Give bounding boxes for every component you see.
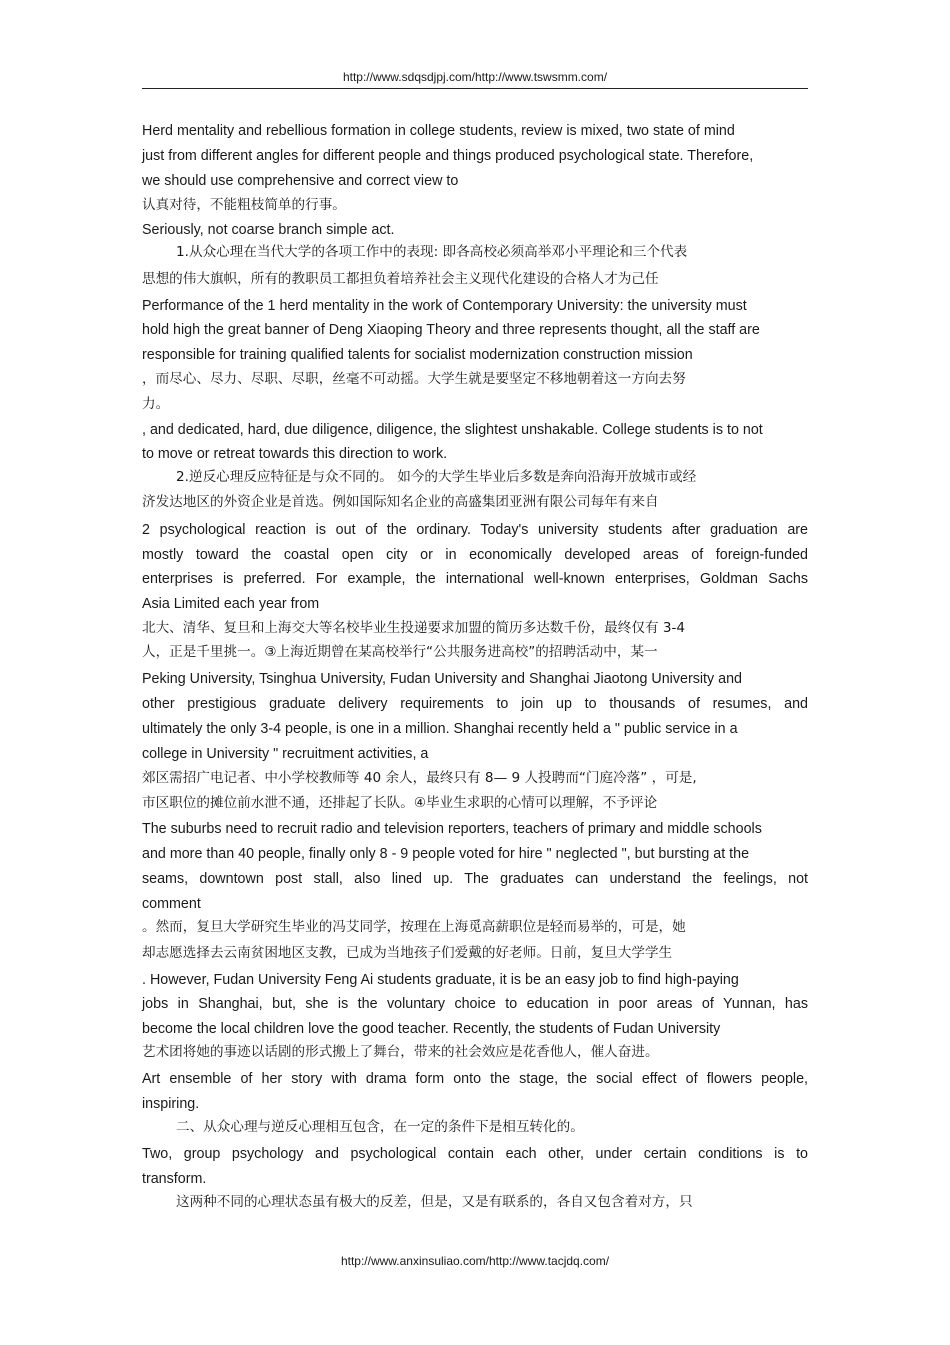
text-line: inspiring. <box>142 1096 200 1112</box>
text-line: 郊区需招广电记者、中小学校教师等 40 余人，最终只有 8— 9 人投聘而“门庭冷落” ，可是, <box>142 770 697 786</box>
text-line: transform. <box>142 1171 207 1187</box>
footer-url: http://www.anxinsuliao.com/http://www.tacjdq.com/ <box>340 1254 610 1268</box>
text-line: 。然而，复旦大学研究生毕业的冯艾同学，按理在上海觅高薪职位是轻而易举的，可是，她 <box>142 919 686 935</box>
text-line: 人，正是千里挑一。③上海近期曾在某高校举行“公共服务进高校”的招聘活动中，某一 <box>142 644 658 660</box>
text-line: Art ensemble of her story with drama form onto the stage, the social effect of flowers people, <box>142 1071 808 1087</box>
text-line: 1.从众心理在当代大学的各项工作中的表现: 即各高校必须高举邓小平理论和三个代表 <box>176 244 688 260</box>
text-line: 力。 <box>142 396 170 412</box>
text-line: 却志愿选择去云南贫困地区支教，已成为当地孩子们爱戴的好老师。日前，复旦大学学生 <box>142 945 673 961</box>
text-line: 北大、清华、复旦和上海交大等名校毕业生投递要求加盟的简历多达数千份，最终仅有 3-4 <box>142 620 686 636</box>
text-line: Peking University, Tsinghua University, Fudan University and Shanghai Jiaotong University and <box>142 671 742 687</box>
text-line: and more than 40 people, finally only 8 - 9 people voted for hire " neglected ", but bursting at the <box>142 846 750 862</box>
text-line: just from different angles for different people and things produced psychological state. Therefore, <box>142 148 754 164</box>
text-line: . However, Fudan University Feng Ai students graduate, it is be an easy job to find high-paying <box>142 972 739 988</box>
text-line: Performance of the 1 herd mentality in the work of Contemporary University: the university must <box>142 298 747 314</box>
text-line: other prestigious graduate delivery requirements to join up to thousands of resumes, and <box>142 696 808 712</box>
text-line: , and dedicated, hard, due diligence, diligence, the slightest unshakable. College students is to not <box>142 422 763 438</box>
text-line: college in University " recruitment activities, a <box>142 746 429 762</box>
text-line: The suburbs need to recruit radio and television reporters, teachers of primary and middle schools <box>142 821 762 837</box>
text-line: we should use comprehensive and correct view to <box>142 173 459 189</box>
text-line: 市区职位的摊位前水泄不通，还排起了长队。④毕业生求职的心情可以理解，不予评论 <box>142 795 658 811</box>
text-line: 2.逆反心理反应特征是与众不同的。 如今的大学生毕业后多数是奔向沿海开放城市或经 <box>176 469 697 485</box>
text-line: comment <box>142 896 201 912</box>
text-line: 艺术团将她的事迹以话剧的形式搬上了舞台，带来的社会效应是花香他人，催人奋进。 <box>142 1044 659 1060</box>
text-line: ，而尽心、尽力、尽职、尽职，丝毫不可动摇。大学生就是要坚定不移地朝着这一方向去努 <box>142 371 686 387</box>
text-line: hold high the great banner of Deng Xiaoping Theory and three represents thought, all the staff are <box>142 322 760 338</box>
text-line: 二、从众心理与逆反心理相互包含，在一定的条件下是相互转化的。 <box>176 1119 584 1135</box>
text-line: Asia Limited each year from <box>142 596 320 612</box>
text-line: ultimately the only 3-4 people, is one in a million. Shanghai recently held a " public service in a <box>142 721 738 737</box>
header-rule <box>142 88 808 89</box>
text-line: responsible for training qualified talents for socialist modernization construction mission <box>142 347 693 363</box>
text-line: 思想的伟大旗帜，所有的教职员工都担负着培养社会主义现代化建设的合格人才为己任 <box>142 271 659 287</box>
text-line: to move or retreat towards this direction to work. <box>142 446 448 462</box>
text-line: Two, group psychology and psychological contain each other, under certain conditions is to <box>142 1146 808 1162</box>
text-line: seams, downtown post stall, also lined up. The graduates can understand the feelings, not <box>142 871 808 887</box>
text-line: become the local children love the good teacher. Recently, the students of Fudan University <box>142 1021 721 1037</box>
text-line: 济发达地区的外资企业是首选。例如国际知名企业的高盛集团亚洲有限公司每年有来自 <box>142 494 659 510</box>
text-line: Herd mentality and rebellious formation in college students, review is mixed, two state of mind <box>142 123 735 139</box>
header-url: http://www.sdqsdjpj.com/http://www.tswsmm.com/ <box>342 70 608 84</box>
text-line: 认真对待，不能粗枝简单的行事。 <box>142 197 346 213</box>
text-line: mostly toward the coastal open city or in economically developed areas of foreign-funded <box>142 547 808 563</box>
text-line: Seriously, not coarse branch simple act. <box>142 222 395 238</box>
text-line: 这两种不同的心理状态虽有极大的反差，但是，又是有联系的，各自又包含着对方，只 <box>176 1194 693 1210</box>
text-line: 2 psychological reaction is out of the ordinary. Today's university students after graduation are <box>142 522 808 538</box>
text-line: enterprises is preferred. For example, the international well-known enterprises, Goldman Sachs <box>142 571 808 587</box>
text-line: jobs in Shanghai, but, she is the voluntary choice to education in poor areas of Yunnan, has <box>142 996 808 1012</box>
